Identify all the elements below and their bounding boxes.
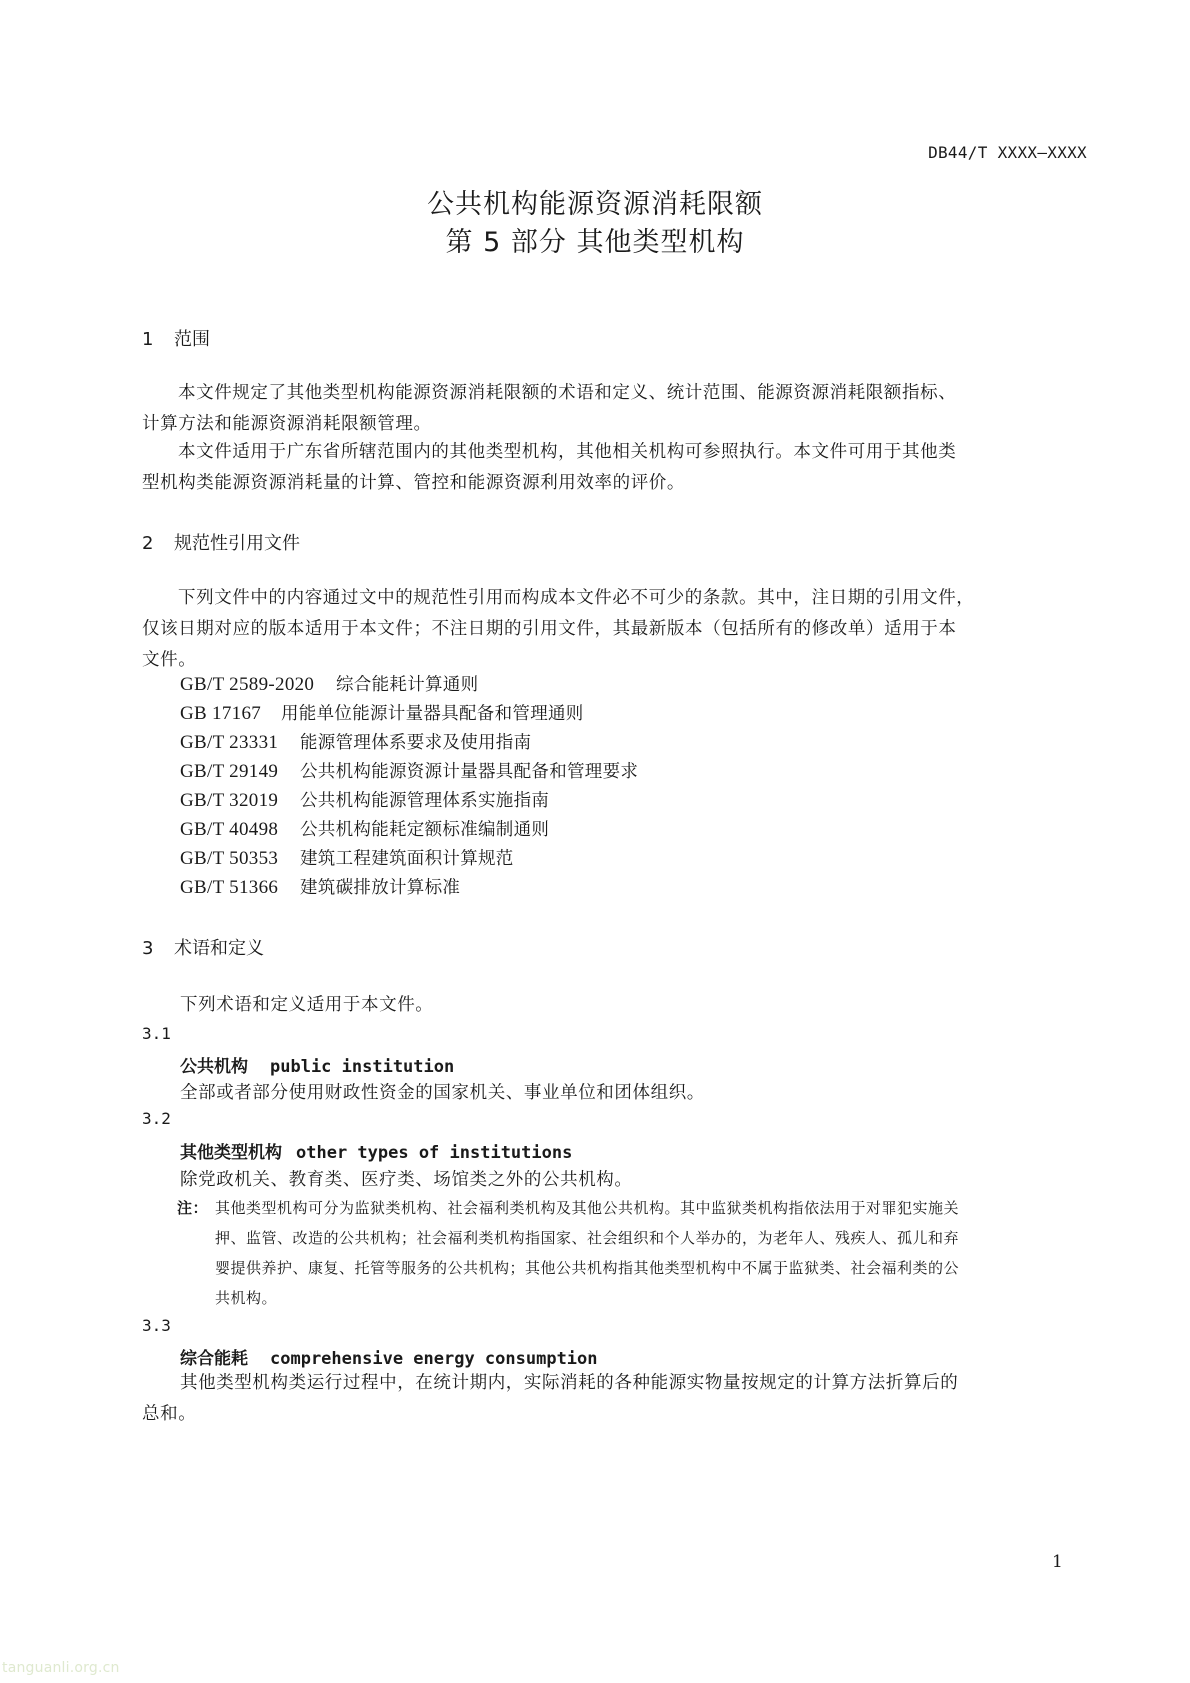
normative-references-paragraph	[142, 583, 1080, 676]
term-heading	[180, 1344, 598, 1369]
text-line: 仅该日期对应的版本适用于本文件；不注日期的引用文件，其最新版本（包括所有的修改单）适用于本	[142, 619, 957, 639]
reference-item	[180, 874, 460, 899]
reference-item	[180, 787, 549, 812]
term-heading	[180, 1138, 572, 1163]
reference-code: GB/T 32019	[180, 790, 279, 811]
note-body	[215, 1193, 1082, 1313]
text-line: 下列文件中的内容通过文中的规范性引用而构成本文件必不可少的条款。其中，注日期的引用文件，	[178, 588, 975, 608]
text-line: 总和。	[142, 1404, 197, 1424]
term-definition: 除党政机关、教育类、医疗类、场馆类之外的公共机构。	[180, 1170, 633, 1190]
section-number: 1	[142, 329, 154, 350]
reference-item	[180, 816, 549, 841]
title-line-1: 公共机构能源资源消耗限额	[427, 189, 763, 220]
text-line: 型机构类能源资源消耗量的计算、管控和能源资源利用效率的评价。	[142, 473, 685, 493]
document-code: DB44/T XXXX—XXXX	[928, 143, 1087, 162]
reference-title: 建筑工程建筑面积计算规范	[300, 849, 514, 869]
scope-paragraph-1	[142, 378, 1080, 440]
reference-code: GB/T 51366	[180, 877, 279, 898]
reference-code: GB/T 29149	[180, 761, 279, 782]
reference-code: GB/T 50353	[180, 848, 279, 869]
term-zh: 综合能耗	[180, 1349, 248, 1369]
reference-title: 建筑碳排放计算标准	[300, 878, 461, 898]
page-number: 1	[1052, 1552, 1063, 1572]
reference-title: 公共机构能源资源计量器具配备和管理要求	[300, 762, 639, 782]
text-line: 本文件规定了其他类型机构能源资源消耗限额的术语和定义、统计范围、能源资源消耗限额指标、	[178, 383, 957, 403]
term-number: 3.1	[142, 1024, 171, 1043]
section-1-heading	[142, 325, 210, 351]
scope-paragraph-2	[142, 437, 1080, 499]
text-line: 本文件适用于广东省所辖范围内的其他类型机构，其他相关机构可参照执行。本文件可用于其他类	[178, 442, 957, 462]
term-number: 3.2	[142, 1109, 171, 1128]
reference-code: GB/T 23331	[180, 732, 279, 753]
reference-item	[180, 700, 584, 725]
reference-code: GB 17167	[180, 703, 262, 724]
text-line: 计算方法和能源资源消耗限额管理。	[142, 414, 432, 434]
term-en: comprehensive energy consumption	[270, 1349, 598, 1369]
term-zh: 其他类型机构	[180, 1143, 282, 1163]
reference-item	[180, 758, 638, 783]
section-3-heading	[142, 934, 264, 960]
section-number: 3	[142, 938, 154, 959]
section-number: 2	[142, 533, 154, 554]
section-title: 范围	[174, 329, 210, 350]
terms-intro: 下列术语和定义适用于本文件。	[180, 995, 434, 1015]
term-zh: 公共机构	[180, 1057, 248, 1077]
term-definition	[142, 1368, 1080, 1430]
title-line-2: 第 5 部分 其他类型机构	[445, 227, 745, 258]
term-en: public institution	[270, 1057, 455, 1077]
reference-title: 综合能耗计算通则	[336, 675, 479, 695]
text-line: 文件。	[142, 650, 197, 670]
reference-item	[180, 845, 514, 870]
section-2-heading	[142, 529, 300, 555]
section-title: 术语和定义	[174, 938, 264, 959]
text-line: 其他类型机构可分为监狱类机构、社会福利类机构及其他公共机构。其中监狱类机构指依法用于对罪犯实施关	[215, 1199, 960, 1217]
term-heading	[180, 1052, 454, 1077]
reference-item	[180, 729, 531, 754]
text-line: 其他类型机构类运行过程中，在统计期内，实际消耗的各种能源实物量按规定的计算方法折算后的	[180, 1373, 959, 1393]
text-line: 共机构。	[215, 1289, 278, 1307]
reference-code: GB/T 40498	[180, 819, 279, 840]
watermark: tanguanli.org.cn	[2, 1660, 120, 1676]
reference-title: 公共机构能源管理体系实施指南	[300, 791, 550, 811]
text-line: 押、监管、改造的公共机构；社会福利类机构指国家、社会组织和个人举办的，为老年人、残疾人、孤儿和弃	[215, 1229, 960, 1247]
term-note	[177, 1193, 1082, 1313]
reference-code: GB/T 2589-2020	[180, 674, 315, 695]
section-title: 规范性引用文件	[174, 533, 300, 554]
note-label: 注：	[177, 1199, 209, 1217]
text-line: 婴提供养护、康复、托管等服务的公共机构；其他公共机构指其他类型机构中不属于监狱类、社会福利类的公	[215, 1259, 960, 1277]
reference-item	[180, 671, 478, 696]
term-number: 3.3	[142, 1316, 171, 1335]
document-title	[0, 186, 1190, 262]
reference-title: 公共机构能耗定额标准编制通则	[300, 820, 550, 840]
term-en: other types of institutions	[296, 1143, 573, 1163]
reference-title: 用能单位能源计量器具配备和管理通则	[281, 704, 584, 724]
reference-title: 能源管理体系要求及使用指南	[300, 733, 532, 753]
term-definition: 全部或者部分使用财政性资金的国家机关、事业单位和团体组织。	[180, 1083, 705, 1103]
